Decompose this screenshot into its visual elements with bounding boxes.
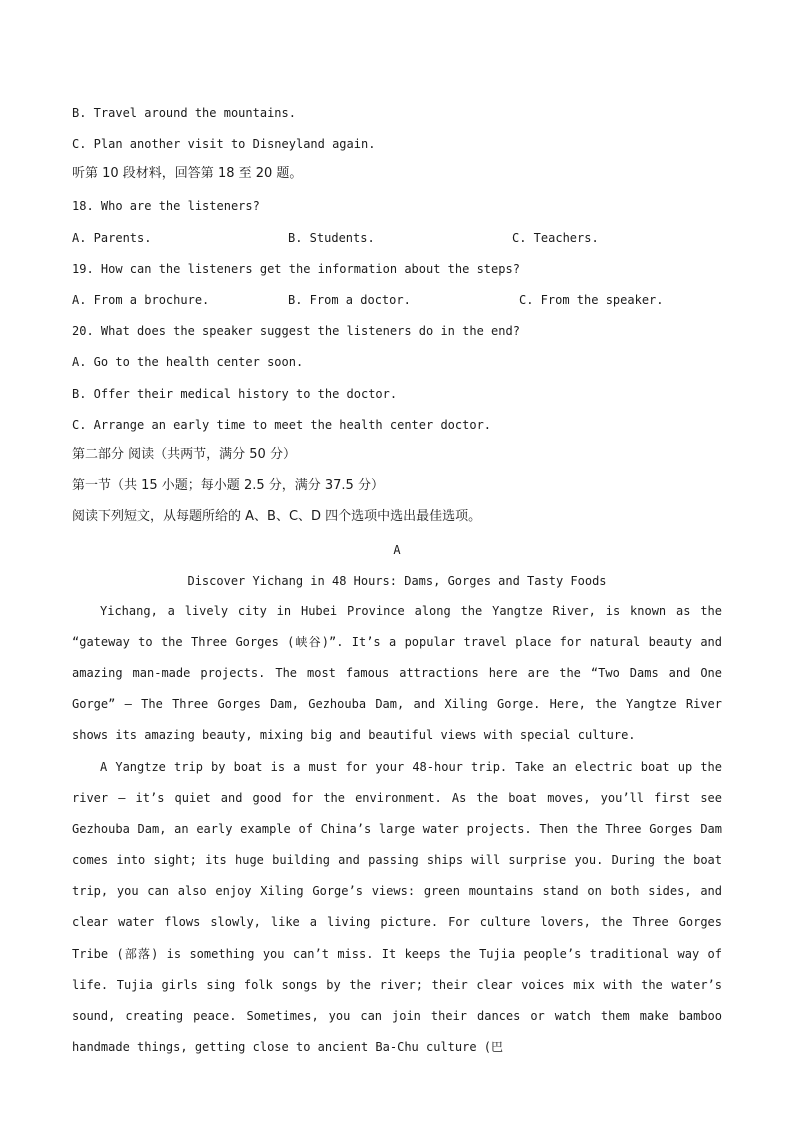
q19-question: 19. How can the listeners get the information about the steps? [72, 262, 520, 276]
q20-option-a: A. Go to the health center soon. [72, 355, 304, 369]
q18-option-b: B. Students. [288, 231, 375, 245]
q18-question: 18. Who are the listeners? [72, 199, 260, 213]
passage-title: Discover Yichang in 48 Hours: Dams, Gorges and Tasty Foods [187, 574, 607, 588]
passage-paragraph-2: A Yangtze trip by boat is a must for your 48-hour trip. Take an electric boat up the river — it’s quiet and good for the environment. As the boat moves, you’ll first see Gezhouba Dam, an early example of China’s large water projects. Then the Three Gorges Dam comes into sight; its huge building and passing ships will surprise you. During the boat trip, you can also enjoy Xiling Gorge’s views: green mountains stand on both sides, and clear water flows slowly, like a living picture. For culture lovers, the Three Gorges Tribe (部落) is something you can’t miss. It keeps the Tujia people’s traditional way of life. Tujia girls sing folk songs by the river; their clear voices mix with the water’s sound, creating peace. Sometimes, you can join their dances or watch them make bamboo handmade things, getting close to ancient Ba-Chu culture (巴 [72, 760, 722, 1054]
q19-option-b: B. From a doctor. [288, 293, 411, 307]
reading-instructions: 阅读下列短文，从每题所给的 A、B、C、D 四个选项中选出最佳选项。 [72, 509, 482, 524]
q17-option-c: C. Plan another visit to Disneyland again. [72, 137, 376, 151]
passage-paragraph-1: Yichang, a lively city in Hubei Province along the Yangtze River, is known as the “gateway to the Three Gorges (峡谷)”. It’s a popular travel place for natural beauty and amazing man-made projects. The most famous attractions here are the “Two Dams and One Gorge” — The Three Gorges Dam, Gezhouba Dam, and Xiling Gorge. Here, the Yangtze River shows its amazing beauty, mixing big and beautiful views with special culture. [72, 604, 722, 743]
q19-option-c: C. From the speaker. [519, 293, 664, 307]
q20-question: 20. What does the speaker suggest the listeners do in the end? [72, 324, 520, 338]
passage-label: A [393, 543, 401, 557]
q17-option-b: B. Travel around the mountains. [72, 106, 296, 120]
q19-option-a: A. From a brochure. [72, 293, 210, 307]
q20-option-c: C. Arrange an early time to meet the health center doctor. [72, 418, 492, 432]
q18-option-a: A. Parents. [72, 231, 152, 245]
q18-option-c: C. Teachers. [512, 231, 599, 245]
part2-heading: 第二部分 阅读（共两节，满分 50 分） [72, 447, 296, 462]
q20-option-b: B. Offer their medical history to the doctor. [72, 387, 398, 401]
section10-intro: 听第 10 段材料，回答第 18 至 20 题。 [72, 166, 303, 181]
section1-heading: 第一节（共 15 小题；每小题 2.5 分，满分 37.5 分） [72, 478, 384, 493]
